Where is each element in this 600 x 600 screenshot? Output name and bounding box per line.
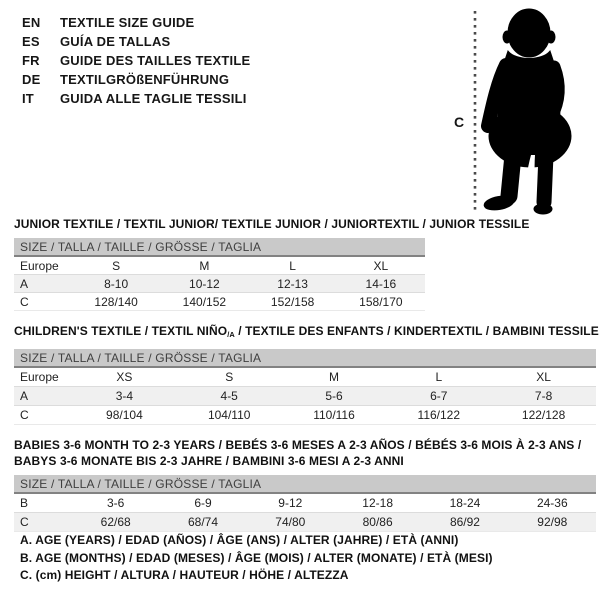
table-cell: S (112, 259, 121, 273)
table-row-label: Europe (20, 370, 59, 385)
table-cell: 122/128 (521, 408, 566, 423)
table-cell: 18-24 (449, 496, 481, 511)
table-title-line: BABIES 3-6 MONTH TO 2-3 YEARS / BEBÉS 3-6 MESES A 2-3 AÑOS / BÉBÉS 3-6 MOIS À 2-3 ANS / (14, 438, 582, 453)
table-title (14, 323, 599, 343)
table-cell: 62/68 (100, 515, 131, 530)
language-code: FR (22, 53, 40, 68)
table-cell: 110/116 (313, 408, 355, 423)
language-item (22, 13, 250, 32)
table-size-header: SIZE / TALLA / TAILLE / GRÖSSE / TAGLIA (14, 238, 425, 257)
table-title-line: BABYS 3-6 MONATE BIS 2-3 JAHRE / BAMBINI 3-6 MESI A 2-3 ANNI (14, 454, 404, 469)
table-cell: 12-13 (277, 277, 308, 291)
table-cell: 3-6 (106, 496, 125, 511)
table-row-label: A (20, 389, 29, 404)
table-title-line: JUNIOR TEXTILE / TEXTIL JUNIOR/ TEXTILE JUNIOR / JUNIORTEXTIL / JUNIOR TESSILE (14, 217, 530, 231)
table-title-line: CHILDREN'S TEXTILE / TEXTIL $NIÑO_{/A}$ / TEXTILE DES ENFANTS / KINDERTEXTIL / BAMBINI TESSILE (14, 324, 599, 340)
table-row (14, 494, 596, 513)
table-cell: 7-8 (534, 389, 553, 404)
height-figure (446, 5, 594, 217)
language-item (22, 51, 250, 70)
table-cell: 68/74 (187, 515, 218, 530)
table-cell: 80/86 (362, 515, 393, 530)
table-cell: 74/80 (275, 515, 306, 530)
table-cell: 98/104 (106, 408, 143, 423)
table-cell: L (435, 370, 443, 385)
table-row-label: C (20, 515, 29, 530)
table-cell: L (289, 259, 296, 273)
language-item (22, 70, 250, 89)
table-row-label: C (20, 408, 29, 423)
table-cell: 158/170 (359, 295, 403, 309)
table-cell: XS (116, 370, 133, 385)
table-cell: 86/92 (449, 515, 480, 530)
size-table (14, 437, 596, 532)
table-row (14, 513, 596, 532)
language-label: TEXTILE SIZE GUIDE (60, 15, 195, 30)
table-cell: 6-7 (430, 389, 448, 404)
toddler-silhouette-icon (483, 9, 571, 214)
table-cell: 128/140 (94, 295, 138, 309)
language-label: GUIDE DES TAILLES TEXTILE (60, 53, 251, 68)
table-cell: S (225, 370, 234, 385)
table-cell: 12-18 (362, 496, 393, 511)
table-cell: 104/110 (207, 408, 251, 423)
table-row (14, 406, 596, 425)
table-cell: 4-5 (220, 389, 238, 404)
language-item (22, 32, 250, 51)
measure-label-c: C (454, 114, 465, 130)
table-title (14, 437, 596, 469)
footnote-line: C. (cm) HEIGHT / ALTURA / HAUTEUR / HÖHE / ALTEZZA (20, 568, 349, 582)
table-cell: 6-9 (194, 496, 212, 511)
table-cell: 5-6 (325, 389, 343, 404)
table-cell: 10-12 (189, 277, 220, 291)
language-code: IT (22, 91, 34, 106)
size-table (14, 216, 596, 311)
table-row-label: A (20, 277, 29, 291)
table-size-header: SIZE / TALLA / TAILLE / GRÖSSE / TAGLIA (14, 349, 596, 368)
footnotes (20, 532, 493, 585)
table-row-label: C (20, 295, 29, 309)
size-tables (14, 216, 599, 544)
size-table (14, 323, 599, 425)
table-cell: 3-4 (115, 389, 134, 404)
footnote-line: A. AGE (YEARS) / EDAD (AÑOS) / ÂGE (ANS) / ALTER (JAHRE) / ETÀ (ANNI) (20, 533, 459, 547)
table-cell: 14-16 (365, 277, 397, 291)
language-label: GUÍA DE TALLAS (60, 34, 171, 49)
table-cell: 8-10 (104, 277, 129, 291)
language-code: EN (22, 15, 41, 30)
table-cell: 140/152 (182, 295, 227, 309)
table-cell: 24-36 (536, 496, 568, 511)
language-list (22, 13, 250, 108)
table-cell: XL (373, 259, 389, 273)
footnote-line: B. AGE (MONTHS) / EDAD (MESES) / ÂGE (MOIS) / ALTER (MONATE) / ETÀ (MESI) (20, 550, 493, 565)
table-cell: M (199, 259, 210, 273)
table-cell: M (328, 370, 339, 385)
table-cell: 92/98 (537, 515, 568, 530)
table-size-header: SIZE / TALLA / TAILLE / GRÖSSE / TAGLIA (14, 475, 596, 494)
table-row (14, 275, 425, 293)
table-row-label: Europe (20, 259, 59, 273)
language-code: DE (22, 72, 41, 87)
table-cell: XL (536, 370, 551, 385)
language-label: TEXTILGRÖßENFÜHRUNG (60, 72, 230, 87)
table-row (14, 257, 425, 275)
table-cell: 116/122 (417, 408, 461, 423)
language-label: GUIDA ALLE TAGLIE TESSILI (60, 91, 247, 106)
language-item (22, 89, 250, 108)
table-row (14, 368, 596, 387)
table-row (14, 293, 425, 311)
table-cell: 9-12 (278, 496, 303, 511)
table-title (14, 216, 596, 232)
language-code: ES (22, 34, 40, 49)
table-row-label: B (20, 496, 29, 511)
table-cell: 152/158 (270, 295, 315, 309)
table-row (14, 387, 596, 406)
